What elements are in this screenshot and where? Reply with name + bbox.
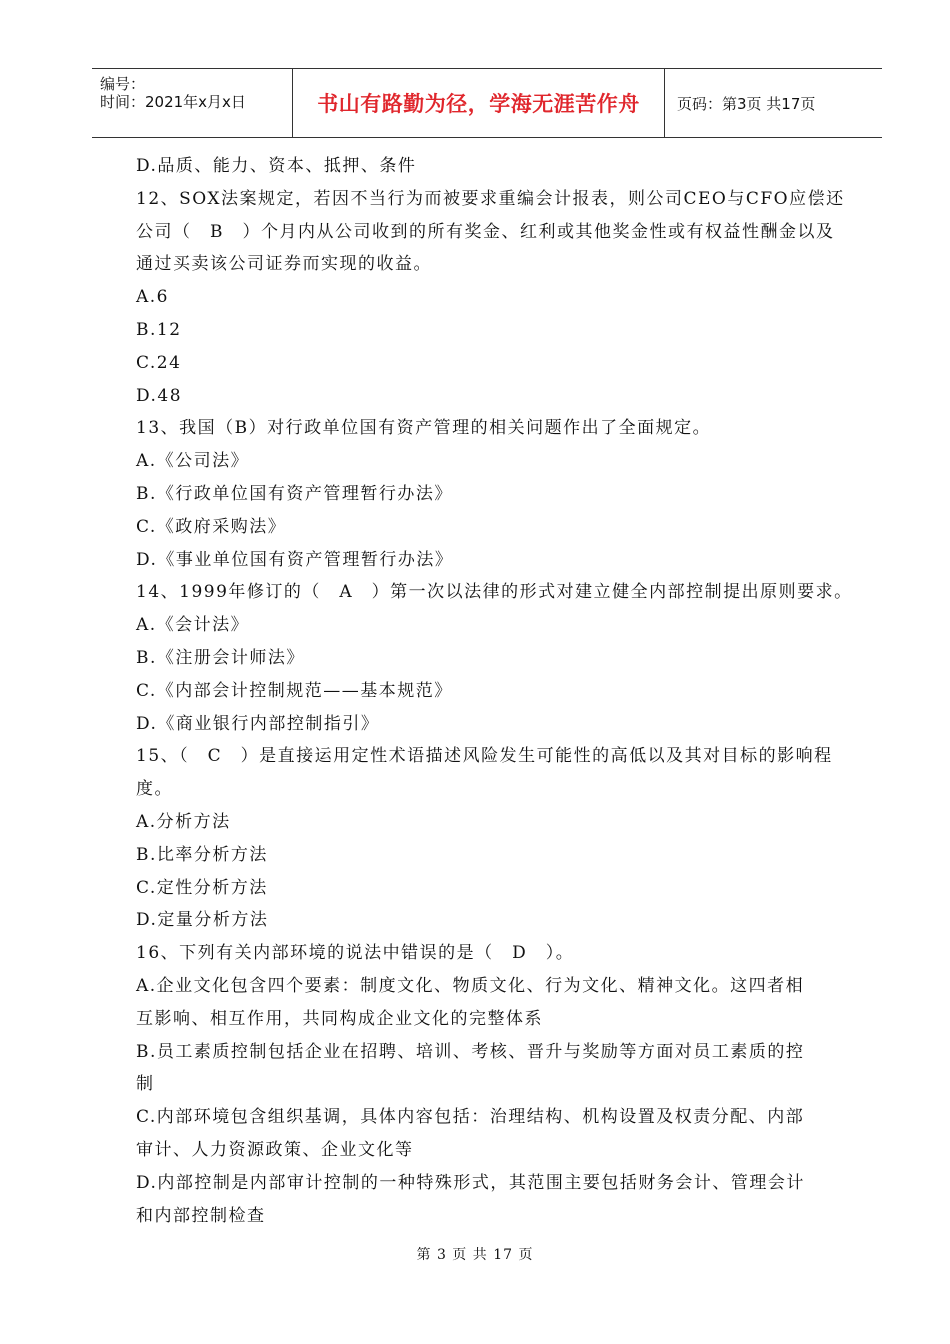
- text-line: C.《内部会计控制规范——基本规范》: [136, 680, 453, 701]
- text-line: C.内部环境包含组织基调，具体内容包括：治理结构、机构设置及权责分配、内部: [136, 1107, 805, 1128]
- text-line: 制: [136, 1074, 155, 1095]
- page-header: [92, 68, 882, 138]
- text-line: 13、我国（B）对行政单位国有资产管理的相关问题作出了全面规定。: [136, 418, 712, 439]
- text-line: B.《注册会计师法》: [136, 647, 305, 668]
- text-line: B.员工素质控制包括企业在招聘、培训、考核、晋升与奖励等方面对员工素质的控: [136, 1041, 805, 1062]
- text-line: B.12: [136, 319, 182, 340]
- time-label: 时间：2021年x月x日: [100, 93, 246, 111]
- text-line: B.《行政单位国有资产管理暂行办法》: [136, 483, 453, 504]
- header-meta: [92, 69, 293, 137]
- text-line: D.定量分析方法: [136, 910, 269, 931]
- page-footer: 第 3 页 共 17 页: [416, 1247, 534, 1263]
- header-slogan-cell: [293, 69, 665, 137]
- header-page-cell: [665, 69, 882, 137]
- text-line: 通过买卖该公司证券而实现的收益。: [136, 254, 432, 275]
- text-line: 互影响、相互作用，共同构成企业文化的完整体系: [136, 1008, 543, 1029]
- text-line: 度。: [136, 779, 173, 800]
- text-line: A.《公司法》: [136, 451, 250, 472]
- slogan: 书山有路勤为径，学海无涯苦作舟: [317, 92, 640, 116]
- text-line: D.《事业单位国有资产管理暂行办法》: [136, 549, 454, 570]
- text-line: 审计、人力资源政策、企业文化等: [136, 1139, 414, 1160]
- number-label: 编号：: [100, 75, 146, 93]
- text-line: D.品质、能力、资本、抵押、条件: [136, 156, 417, 176]
- text-line: A.企业文化包含四个要素：制度文化、物质文化、行为文化、精神文化。这四者相: [136, 975, 805, 996]
- page-info: 页码：第3页 共17页: [677, 94, 816, 113]
- text-line: C.定性分析方法: [136, 877, 268, 898]
- text-line: D.48: [136, 385, 183, 406]
- text-line: C.24: [136, 352, 182, 373]
- text-line: A.6: [136, 287, 169, 308]
- text-line: B.比率分析方法: [136, 844, 268, 865]
- text-line: 16、下列有关内部环境的说法中错误的是（ D ）。: [136, 943, 575, 964]
- text-line: C.《政府采购法》: [136, 516, 287, 537]
- text-line: 和内部控制检查: [136, 1205, 266, 1226]
- text-line: A.分析方法: [136, 811, 231, 832]
- text-line: A.《会计法》: [136, 615, 250, 636]
- document-body: [136, 150, 853, 1232]
- text-line: 15、（ C ）是直接运用定性术语描述风险发生可能性的高低以及其对目标的影响程: [136, 746, 833, 767]
- text-line: D.《商业银行内部控制指引》: [136, 713, 380, 734]
- text-line: D.内部控制是内部审计控制的一种特殊形式，其范围主要包括财务会计、管理会计: [136, 1172, 805, 1193]
- text-line: 公司（ B ）个月内从公司收到的所有奖金、红利或其他奖金性或有权益性酬金以及: [136, 221, 835, 242]
- text-line: 12、SOX法案规定，若因不当行为而被要求重编会计报表，则公司CEO与CFO应偿还: [136, 188, 845, 209]
- text-line: 14、1999年修订的（ A ）第一次以法律的形式对建立健全内部控制提出原则要求。: [136, 582, 853, 603]
